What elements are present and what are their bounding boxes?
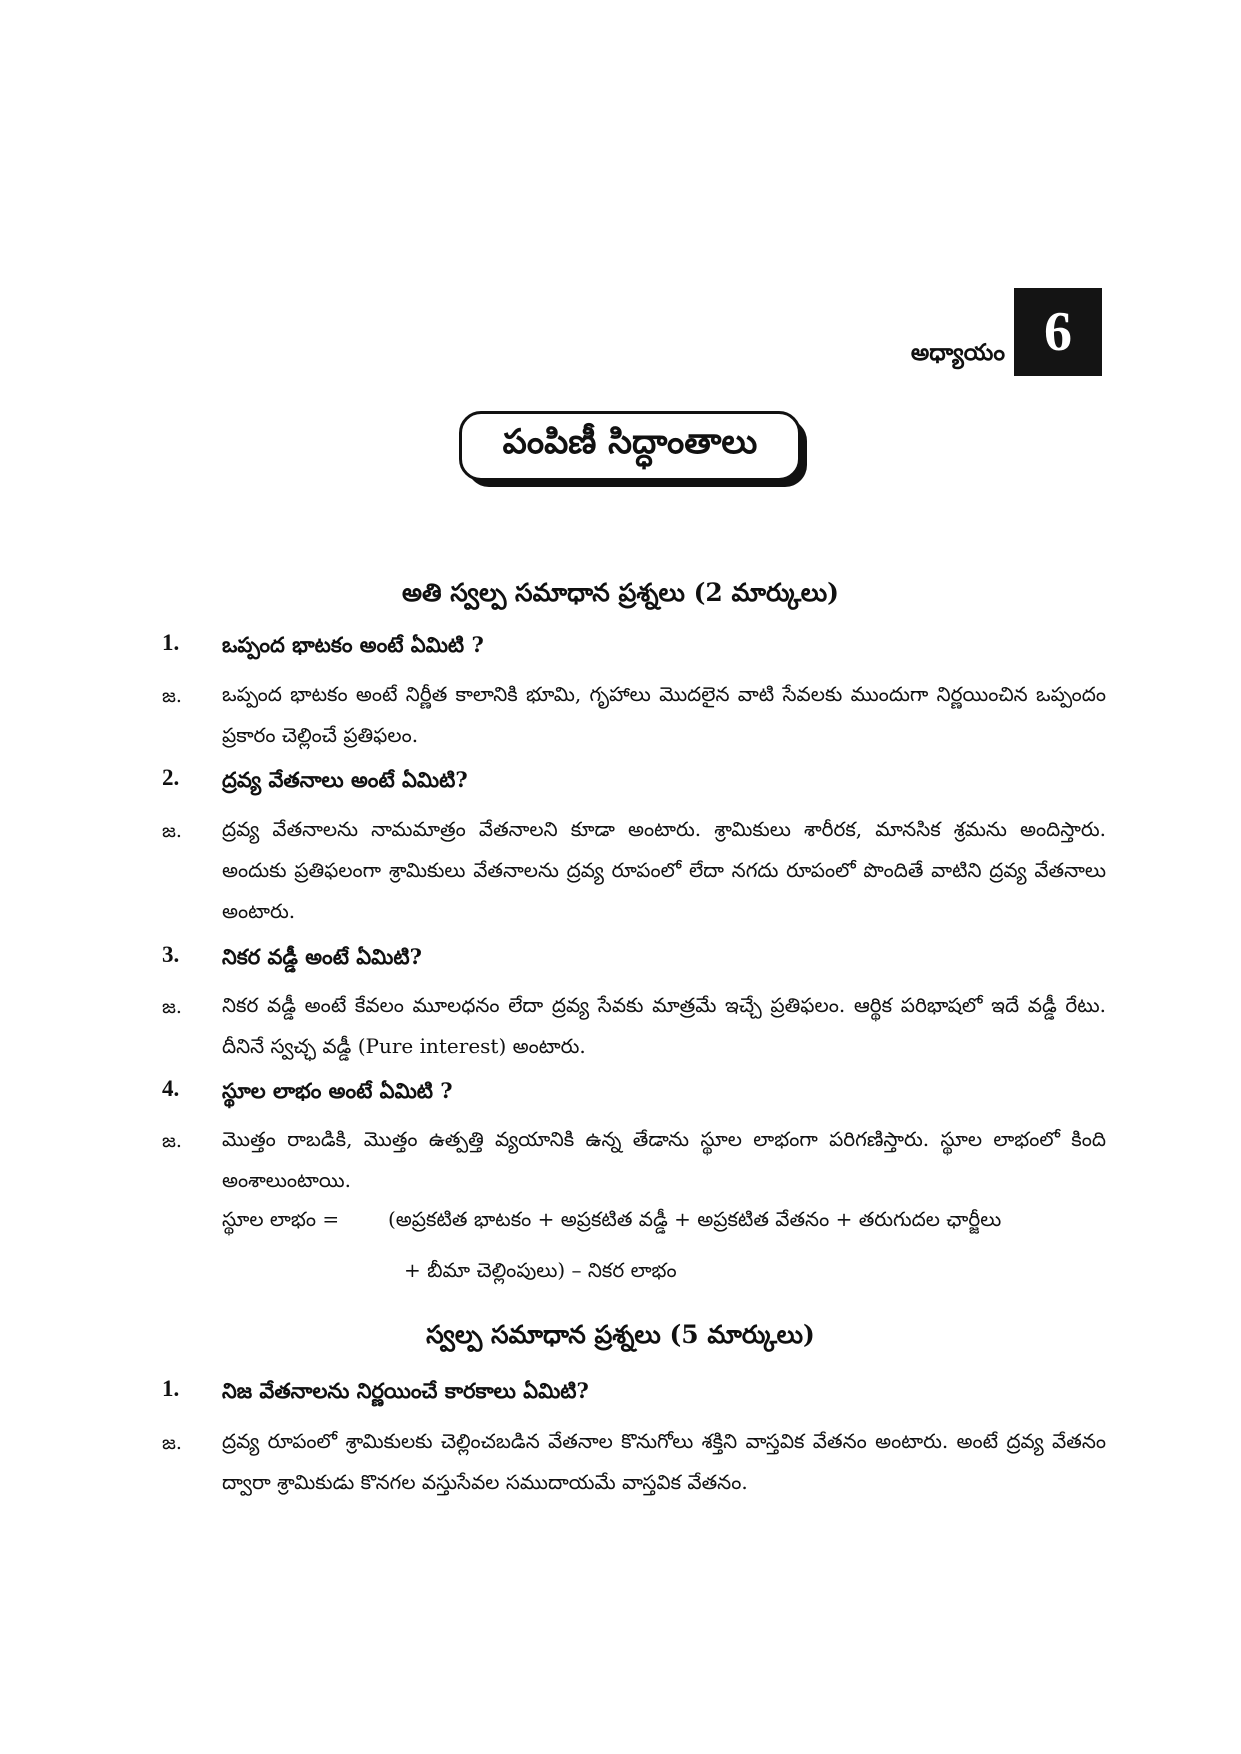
- formula-label: స్థూల లాభం =: [222, 1207, 340, 1231]
- answer-marker: జ.: [162, 1432, 182, 1454]
- question-text: స్థూల లాభం అంటే ఏమిటి ?: [222, 1078, 453, 1103]
- formula-line-2: + బీమా చెల్లింపులు) – నికర లాభం: [404, 1258, 677, 1282]
- answer-text: మొత్తం రాబడికి, మొత్తం ఉత్పత్తి వ్యయానికి ఉన్న తేడాను స్థూల లాభంగా పరిగణిస్తారు. స్థూల లాభంలో కింది అంశాలుంటాయి.: [222, 1127, 1106, 1192]
- answer-text: ద్రవ్య రూపంలో శ్రామికులకు చెల్లించబడిన వేతనాల కొనుగోలు శక్తిని వాస్తవిక వేతనం అంటారు. అంటే ద్రవ్య వేతనం ద్వారా శ్రామికుడు కొనగల వస్తుసేవల సముదాయమే వాస్తవిక వేతనం.: [222, 1429, 1106, 1494]
- answer-text: ఒప్పంద భాటకం అంటే నిర్ణీత కాలానికి భూమి, గృహాలు మొదలైన వాటి సేవలకు ముందుగా నిర్ణయించిన ఒప్పందం ప్రకారం చెల్లించే ప్రతిఫలం.: [222, 682, 1106, 747]
- question-text: ఒప్పంద భాటకం అంటే ఏమిటి ?: [222, 632, 484, 657]
- answer-marker: జ.: [162, 996, 182, 1018]
- formula-line-1: (అప్రకటిత భాటకం + అప్రకటిత వడ్డీ + అప్రకటిత వేతనం + తరుగుదల ఛార్జీలు: [388, 1207, 1002, 1231]
- question-number: 2.: [162, 765, 180, 790]
- chapter-label: అధ్యాయం: [910, 340, 1005, 366]
- chapter-title-box: [459, 411, 801, 481]
- section-heading-short: స్వల్ప సమాధాన ప్రశ్నలు (5 మార్కులు): [426, 1320, 815, 1349]
- answer-text: నికర వడ్డీ అంటే కేవలం మూలధనం లేదా ద్రవ్య సేవకు మాత్రమే ఇచ్చే ప్రతిఫలం. ఆర్థిక పరిభాషలో ఇదే వడ్డీ రేటు. దీనినే స్వచ్ఛ వడ్డీ (Pure interest) అంటారు.: [222, 993, 1106, 1058]
- answer-marker: జ.: [162, 1130, 182, 1152]
- question-text: నికర వడ్డీ అంటే ఏమిటి?: [222, 944, 422, 969]
- question-text: ద్రవ్య వేతనాలు అంటే ఏమిటి?: [222, 767, 468, 792]
- chapter-title: పంపిణీ సిద్ధాంతాలు: [502, 422, 758, 462]
- answer-marker: జ.: [162, 820, 182, 842]
- question-number: 1.: [162, 630, 180, 655]
- section-heading-very-short: అతి స్వల్ప సమాధాన ప్రశ్నలు (2 మార్కులు): [402, 578, 839, 607]
- chapter-number: 6: [1044, 301, 1072, 363]
- question-number: 1.: [162, 1376, 180, 1401]
- chapter-number-box: [1014, 288, 1102, 376]
- answer-marker: జ.: [162, 685, 182, 707]
- question-number: 4.: [162, 1076, 180, 1101]
- question-number: 3.: [162, 942, 180, 967]
- question-text: నిజ వేతనాలను నిర్ణయించే కారకాలు ఏమిటి?: [222, 1378, 589, 1403]
- answer-text: ద్రవ్య వేతనాలను నామమాత్రం వేతనాలని కూడా అంటారు. శ్రామికులు శారీరక, మానసిక శ్రమను అందిస్తారు. అందుకు ప్రతిఫలంగా శ్రామికులు వేతనాలను ద్రవ్య రూపంలో లేదా నగదు రూపంలో పొందితే వాటిని ద్రవ్య వేతనాలు అంటారు.: [222, 817, 1106, 923]
